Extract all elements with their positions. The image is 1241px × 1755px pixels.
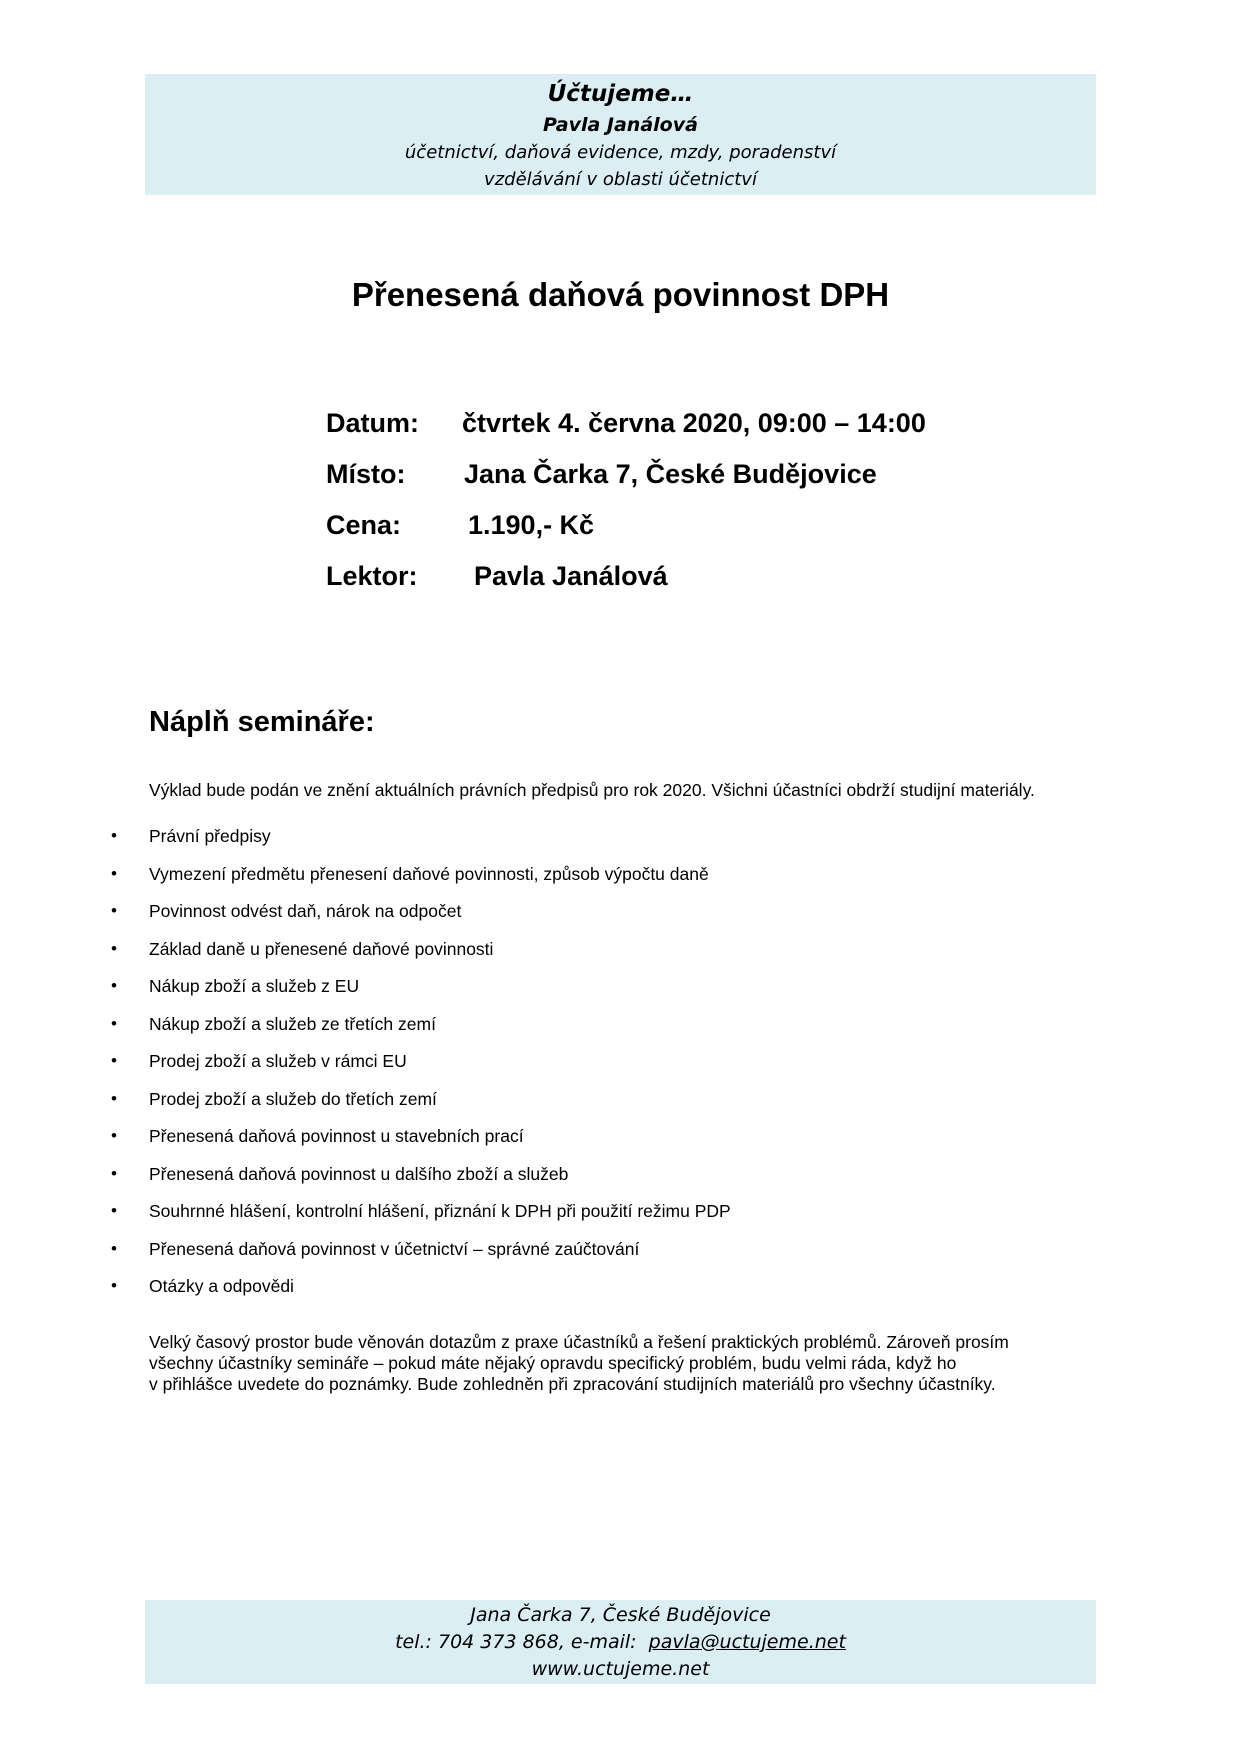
place-label: Místo: <box>326 459 406 489</box>
topic-text: Nákup zboží a služeb ze třetích zemí <box>149 1013 436 1034</box>
brand-name: Účtujeme… <box>547 81 694 107</box>
seminar-title: Přenesená daňová povinnost DPH <box>351 276 890 313</box>
intro-text: Výklad bude podán ve znění aktuálních právních předpisů pro rok 2020. Všichni účastníci obdrží studijní materiály. <box>149 780 1035 800</box>
topic-text: Základ daně u přenesené daňové povinnosti <box>149 938 494 959</box>
bullet-icon: • <box>111 1051 117 1070</box>
bullet-icon: • <box>111 863 117 883</box>
price-value: 1.190,- Kč <box>468 510 595 540</box>
bullet-icon: • <box>111 826 117 845</box>
date-label: Datum: <box>326 408 419 438</box>
bullet-icon: • <box>111 901 117 920</box>
topic-text: Vymezení předmětu přenesení daňové povinnosti, způsob výpočtu daně <box>149 863 709 884</box>
footer-email-link[interactable]: pavla@uctujeme.net <box>648 1631 846 1653</box>
place-value: Jana Čarka 7, České Budějovice <box>464 459 877 489</box>
info-row-lector <box>326 561 668 612</box>
topic-text: Přenesená daňová povinnost u stavebních prací <box>149 1126 524 1146</box>
date-value: čtvrtek 4. června 2020, 09:00 – 14:00 <box>462 408 926 438</box>
closing-line-1: Velký časový prostor bude věnován dotazům z praxe účastníků a řešení praktických problémů. Zároveň prosím <box>149 1332 1009 1352</box>
bullet-icon: • <box>111 938 117 958</box>
footer-phone: tel.: 704 373 868, e-mail: <box>395 1631 649 1653</box>
education-line: vzdělávání v oblasti účetnictví <box>484 169 757 190</box>
owner-name: Pavla Janálová <box>543 114 698 136</box>
price-label: Cena: <box>326 510 402 540</box>
lector-value: Pavla Janálová <box>474 561 668 591</box>
bullet-icon: • <box>111 1126 117 1145</box>
footer-website-link[interactable]: www.uctujeme.net <box>531 1658 710 1680</box>
topic-text: Nákup zboží a služeb z EU <box>149 976 360 996</box>
section-title: Náplň semináře: <box>149 706 375 738</box>
bullet-icon: • <box>111 1276 117 1295</box>
closing-paragraph <box>149 1332 1109 1395</box>
bullet-icon: • <box>111 1163 117 1183</box>
topic-text: Přenesená daňová povinnost u dalšího zboží a služeb <box>149 1163 569 1184</box>
closing-line-2: všechny účastníky semináře – pokud máte nějaký opravdu specifický problém, budu velmi ráda, když ho <box>149 1353 957 1373</box>
topic-text: Přenesená daňová povinnost v účetnictví – správné zaúčtování <box>149 1238 640 1259</box>
lector-label: Lektor: <box>326 561 418 591</box>
footer-band <box>145 1600 1096 1684</box>
bullet-icon: • <box>111 1201 117 1220</box>
bullet-icon: • <box>111 1238 117 1258</box>
closing-line-3: v přihlášce uvedete do poznámky. Bude zohledněn při zpracování studijních materiálů pro všechny účastníky. <box>149 1374 996 1394</box>
info-row-price <box>326 510 595 561</box>
topic-text: Prodej zboží a služeb do třetích zemí <box>149 1088 437 1109</box>
topic-text: Povinnost odvést daň, nárok na odpočet <box>149 901 462 921</box>
topic-text: Otázky a odpovědi <box>149 1276 294 1296</box>
topic-text: Prodej zboží a služeb v rámci EU <box>149 1051 407 1071</box>
seminar-info <box>326 408 926 612</box>
bullet-icon: • <box>111 976 117 995</box>
header-band <box>145 74 1096 195</box>
services-line: účetnictví, daňová evidence, mzdy, poradenství <box>404 142 837 163</box>
topic-text: Souhrnné hlášení, kontrolní hlášení, přiznání k DPH při použití režimu PDP <box>149 1201 731 1221</box>
topic-text: Právní předpisy <box>149 826 271 846</box>
info-row-date <box>326 408 926 459</box>
footer-address: Jana Čarka 7, České Budějovice <box>470 1604 771 1626</box>
footer-contact <box>145 1629 1096 1656</box>
info-row-place <box>326 459 877 510</box>
bullet-icon: • <box>111 1088 117 1108</box>
bullet-icon: • <box>111 1013 117 1033</box>
